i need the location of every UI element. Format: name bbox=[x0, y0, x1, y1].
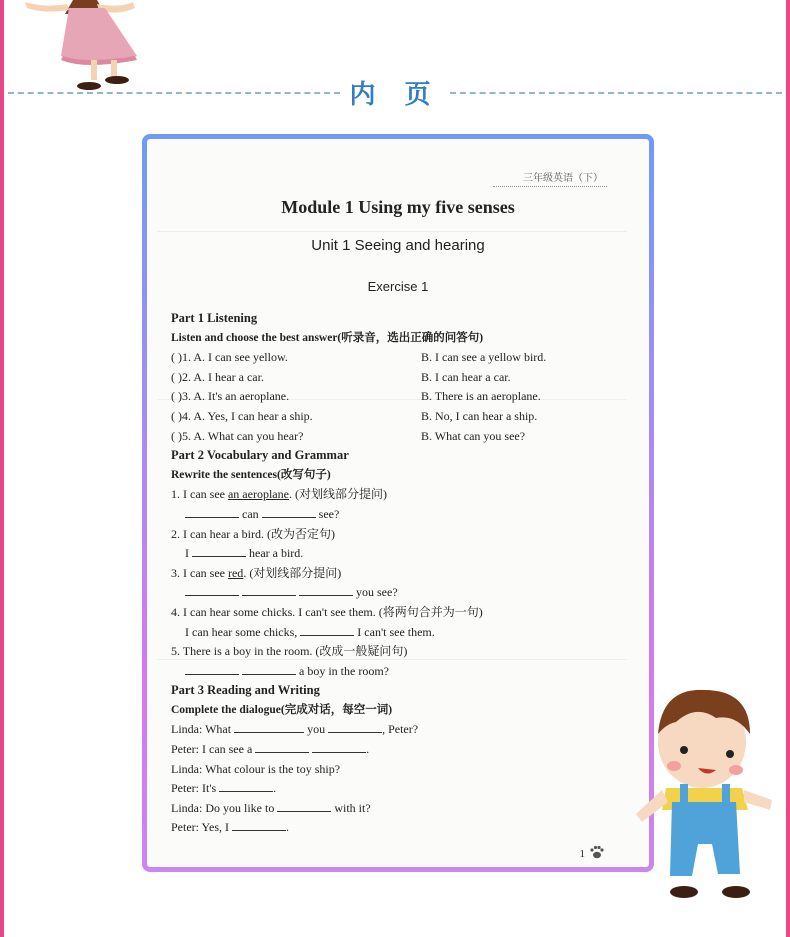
exercise-content bbox=[171, 309, 631, 838]
dialogue-line: Linda: What colour is the toy ship? bbox=[171, 761, 341, 776]
option-b: B. What can you see? bbox=[421, 428, 526, 443]
underlined-phrase: an aeroplane bbox=[227, 487, 289, 502]
dialogue-text: . bbox=[273, 781, 277, 796]
dialogue-text: Peter: It's bbox=[171, 781, 220, 796]
answer-text: you see? bbox=[353, 585, 398, 600]
answer-blank[interactable] bbox=[328, 720, 382, 733]
answer-blank[interactable] bbox=[255, 740, 309, 753]
listening-item bbox=[171, 348, 631, 368]
paw-icon bbox=[589, 844, 605, 860]
answer-blank[interactable] bbox=[262, 505, 316, 518]
listening-item bbox=[171, 387, 631, 407]
boy-illustration bbox=[632, 684, 784, 914]
answer-paren[interactable]: ( ) bbox=[171, 369, 182, 384]
unit-title: Unit 1 Seeing and hearing bbox=[311, 237, 485, 254]
option-a: 2. A. I hear a car. bbox=[182, 369, 264, 384]
answer-text: I can't see them. bbox=[354, 624, 435, 639]
dialogue-text: . bbox=[366, 742, 370, 757]
option-a: 3. A. It's an aeroplane. bbox=[182, 389, 290, 404]
underlined-phrase: red bbox=[227, 565, 244, 580]
answer-line bbox=[171, 583, 631, 603]
header-dashed-line-right bbox=[450, 92, 782, 94]
right-pink-border bbox=[786, 0, 790, 937]
running-head-text: 三年级英语（下） bbox=[523, 173, 603, 184]
page-number: 1 bbox=[579, 848, 585, 860]
option-a: 1. A. I can see yellow. bbox=[182, 350, 288, 365]
dialogue-line bbox=[171, 740, 631, 760]
dialogue-text: , Peter? bbox=[382, 722, 419, 737]
answer-blank[interactable] bbox=[312, 740, 366, 753]
option-b: B. There is an aeroplane. bbox=[421, 389, 541, 404]
answer-blank[interactable] bbox=[242, 583, 296, 596]
dialogue-text: Peter: Yes, I bbox=[171, 820, 233, 835]
answer-blank[interactable] bbox=[232, 818, 286, 831]
answer-text: I can hear some chicks, bbox=[185, 624, 301, 639]
running-head bbox=[493, 169, 607, 187]
answer-paren[interactable]: ( ) bbox=[171, 350, 182, 365]
answer-line bbox=[171, 544, 631, 564]
answer-blank[interactable] bbox=[299, 583, 353, 596]
rewrite-question: 5. There is a boy in the room. (改成一般疑问句) bbox=[171, 644, 408, 659]
show-through-line bbox=[157, 231, 627, 232]
listening-item bbox=[171, 368, 631, 388]
answer-text: can bbox=[239, 506, 262, 521]
answer-blank[interactable] bbox=[185, 583, 239, 596]
answer-paren[interactable]: ( ) bbox=[171, 389, 182, 404]
answer-text: a boy in the room? bbox=[296, 663, 389, 678]
girl-illustration bbox=[25, 0, 155, 92]
answer-text: I bbox=[185, 546, 192, 561]
dialogue-text: . bbox=[286, 820, 290, 835]
dialogue-text: Linda: Do you like to bbox=[171, 800, 278, 815]
dialogue-line bbox=[171, 799, 631, 819]
part3-instruction: Complete the dialogue(完成对话，每空一词) bbox=[171, 703, 393, 716]
part1-instruction: Listen and choose the best answer(听录音，选出正确的问答句) bbox=[171, 331, 484, 344]
rewrite-question bbox=[171, 485, 631, 505]
listening-item bbox=[171, 427, 631, 447]
dialogue-text: Linda: What bbox=[171, 722, 235, 737]
rewrite-question: 4. I can hear some chicks. I can't see them. (将两句合并为一句) bbox=[171, 604, 483, 619]
answer-blank[interactable] bbox=[300, 623, 354, 636]
option-a: 5. A. What can you hear? bbox=[182, 428, 304, 443]
module-title: Module 1 Using my five senses bbox=[281, 197, 515, 217]
answer-text: hear a bird. bbox=[246, 546, 304, 561]
question-note: . (对划线部分提问) bbox=[288, 487, 387, 502]
question-note: . (对划线部分提问) bbox=[243, 565, 342, 580]
option-b: B. I can see a yellow bird. bbox=[421, 350, 547, 365]
part1-heading: Part 1 Listening bbox=[171, 311, 258, 325]
section-title: 内 页 bbox=[349, 80, 441, 110]
question-text: 1. I can see bbox=[171, 487, 228, 502]
left-pink-border bbox=[0, 0, 4, 937]
dialogue-line bbox=[171, 720, 631, 740]
dialogue-text: Peter: I can see a bbox=[171, 742, 256, 757]
part2-instruction: Rewrite the sentences(改写句子) bbox=[171, 468, 331, 481]
rewrite-question bbox=[171, 564, 631, 584]
option-b: B. No, I can hear a ship. bbox=[421, 408, 538, 423]
dialogue-text: you bbox=[304, 722, 329, 737]
answer-blank[interactable] bbox=[185, 505, 239, 518]
answer-blank[interactable] bbox=[185, 662, 239, 675]
answer-blank[interactable] bbox=[234, 720, 304, 733]
answer-line bbox=[171, 505, 631, 525]
exercise-title: Exercise 1 bbox=[367, 279, 429, 294]
listening-item bbox=[171, 407, 631, 427]
answer-line bbox=[171, 623, 631, 643]
option-b: B. I can hear a car. bbox=[421, 369, 511, 384]
part2-heading: Part 2 Vocabulary and Grammar bbox=[171, 448, 349, 463]
header-dashed-line-left bbox=[8, 92, 340, 94]
rewrite-question: 2. I can hear a bird. (改为否定句) bbox=[171, 526, 335, 541]
answer-line bbox=[171, 662, 631, 682]
question-text: 3. I can see bbox=[171, 565, 228, 580]
answer-blank[interactable] bbox=[192, 544, 246, 557]
answer-text: see? bbox=[315, 506, 340, 521]
answer-blank[interactable] bbox=[242, 662, 296, 675]
dialogue-text: with it? bbox=[331, 800, 371, 815]
dialogue-line bbox=[171, 779, 631, 799]
workbook-page bbox=[147, 139, 649, 867]
option-a: 4. A. Yes, I can hear a ship. bbox=[182, 408, 313, 423]
answer-paren[interactable]: ( ) bbox=[171, 408, 182, 423]
answer-paren[interactable]: ( ) bbox=[171, 428, 182, 443]
dialogue-line bbox=[171, 818, 631, 838]
part3-heading: Part 3 Reading and Writing bbox=[171, 683, 320, 698]
answer-blank[interactable] bbox=[277, 799, 331, 812]
answer-blank[interactable] bbox=[219, 779, 273, 792]
page-preview-frame bbox=[142, 134, 654, 872]
